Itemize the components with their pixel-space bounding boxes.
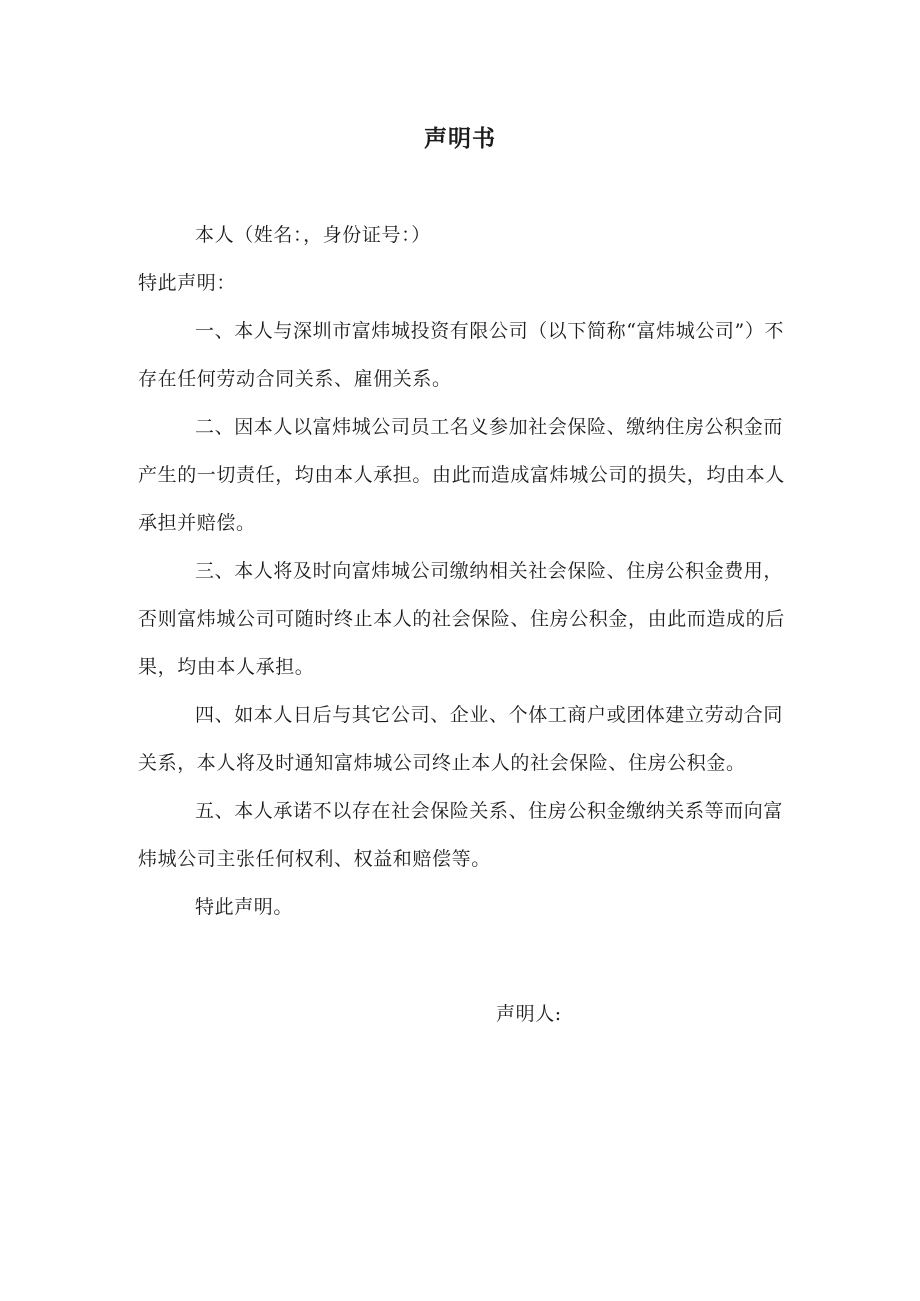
document-body — [138, 211, 798, 931]
closing-line: 特此声明。 — [195, 896, 294, 918]
intro-line: 本人（姓名：，身份证号：） — [195, 224, 431, 246]
clause-3: 三、本人将及时向富炜城公司缴纳相关社会保险、住房公积金费用，否则富炜城公司可随时终止本人的社会保险、住房公积金，由此而造成的后果，均由本人承担。 — [138, 560, 785, 678]
clause-2: 二、因本人以富炜城公司员工名义参加社会保险、缴纳住房公积金而产生的一切责任，均由本人承担。由此而造成富炜城公司的损失，均由本人承担并赔偿。 — [138, 416, 785, 534]
signature-label: 声明人: — [496, 1003, 562, 1025]
document-title: 声明书 — [424, 126, 496, 152]
declare-line: 特此声明： — [138, 272, 237, 294]
clause-1: 一、本人与深圳市富炜城投资有限公司（以下简称“富炜城公司”）不存在任何劳动合同关系、雇佣关系。 — [138, 320, 785, 390]
clause-4: 四、如本人日后与其它公司、企业、个体工商户或团体建立劳动合同关系，本人将及时通知富炜城公司终止本人的社会保险、住房公积金。 — [138, 704, 784, 774]
clause-5: 五、本人承诺不以存在社会保险关系、住房公积金缴纳关系等而向富炜城公司主张任何权利、权益和赔偿等。 — [138, 800, 784, 870]
